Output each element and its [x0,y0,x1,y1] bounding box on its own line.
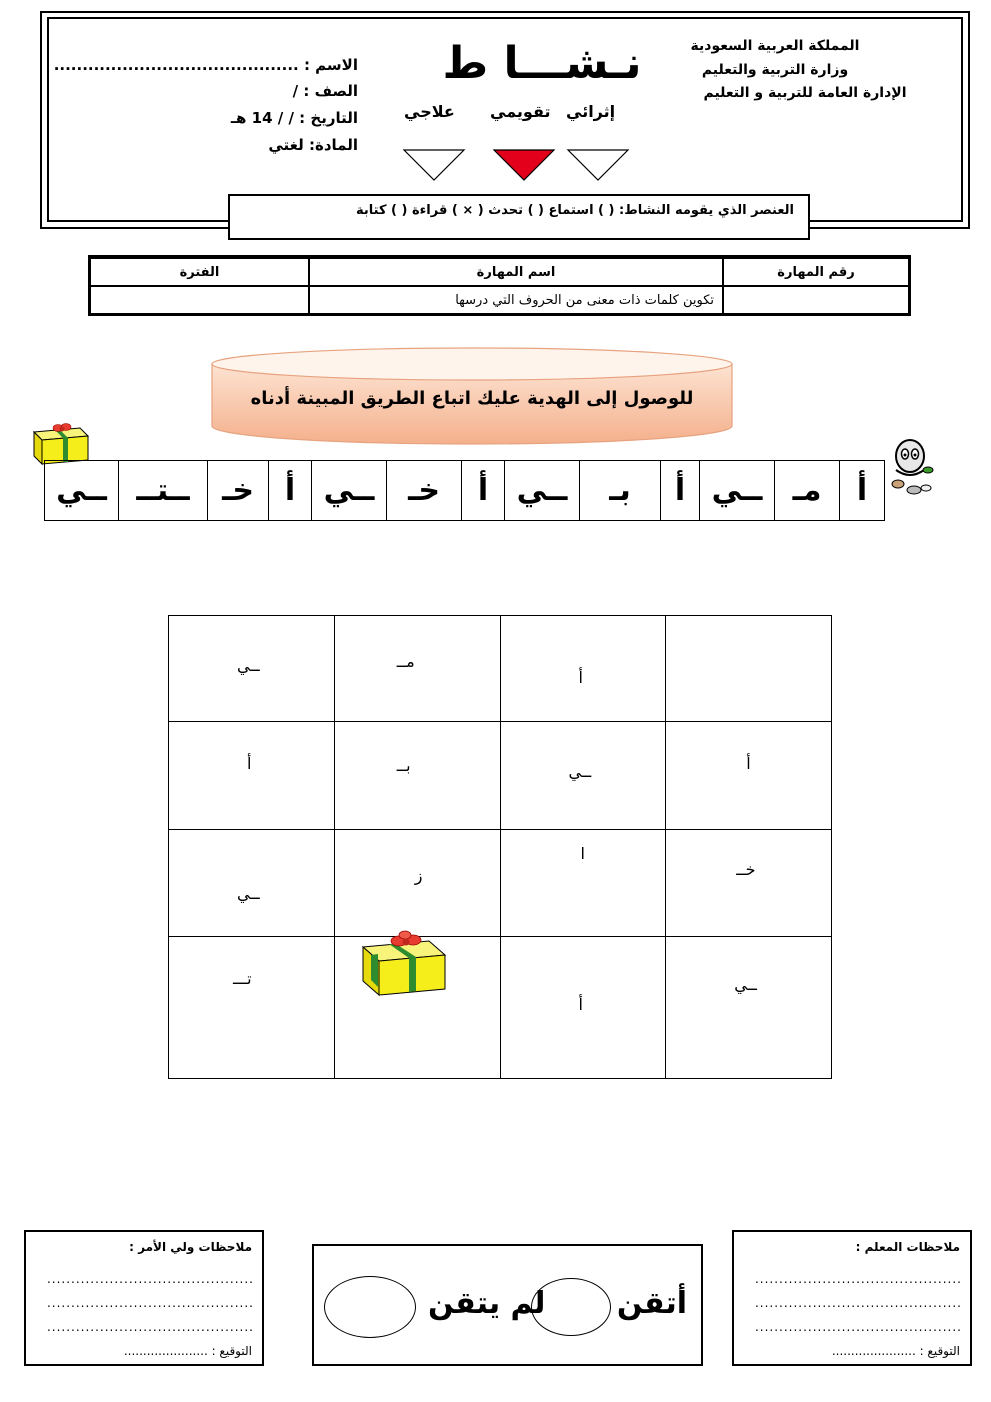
letter-cell: ــي [312,461,387,521]
letter-path-row [44,460,885,521]
grid-cell[interactable] [500,616,666,722]
grid-letter: ــي [237,884,260,903]
grid-letter: أ [578,668,583,687]
skill-table-row [90,286,909,314]
grid-row [169,937,832,1079]
grid-letter: ــي [734,975,757,994]
skill-name-cell: تكوين كلمات ذات معنى من الحروف التي درسها [309,286,723,314]
letter-cell: ــي [45,461,119,521]
grid-letter: أ [247,754,252,773]
skill-number-cell [723,286,909,314]
grid-cell[interactable] [334,722,500,830]
grid-letter: بــ [396,756,411,775]
skill-table-header-row [90,258,909,286]
parent-notes-box[interactable] [24,1230,264,1366]
grid-cell[interactable] [500,830,666,937]
letter-cell: ــي [700,461,775,521]
mastery-evaluation-box [312,1244,703,1366]
letter-cell: خـ [208,461,269,521]
grid-cell[interactable] [169,616,335,722]
skill-number-header: رقم المهارة [723,258,909,286]
parent-notes-title: ملاحظات ولي الأمر : [129,1240,252,1254]
teacher-notes-line[interactable]: ........................................... [754,1296,962,1310]
gift-goal-icon [359,929,455,999]
teacher-notes-box[interactable] [732,1230,972,1366]
grid-letter: ــي [568,762,592,781]
letter-cell: ــتــ [119,461,208,521]
letter-cell: أ [462,461,505,521]
instruction-text: للوصول إلى الهدية عليك اتباع الطريق المبينة أدناه [250,388,694,409]
grid-letter: أ [578,995,583,1014]
period-cell [90,286,309,314]
grid-letter: ز [414,866,423,885]
teacher-notes-line[interactable]: ........................................... [754,1320,962,1334]
grid-cell[interactable] [334,830,500,937]
letter-cell: أ [269,461,312,521]
grid-cell[interactable] [666,830,832,937]
parent-notes-line[interactable]: ........................................... [46,1320,254,1334]
grid-cell[interactable] [334,937,500,1079]
letter-cell: بـ [580,461,661,521]
name-field[interactable]: الاسم : ........................................... [53,56,358,74]
grid-row [169,616,832,722]
skill-name-header: اسم المهارة [309,258,723,286]
date-field[interactable]: التاريخ : / / 14 هـ [230,109,358,127]
parent-notes-line[interactable]: ........................................... [46,1272,254,1286]
not-mastered-label: لم يتقن [428,1286,546,1321]
kingdom-label: المملكة العربية السعودية [690,38,860,54]
teacher-notes-line[interactable]: ........................................... [754,1272,962,1286]
evaluation-triangle-selected[interactable] [494,150,554,180]
skill-table [88,255,911,316]
mastered-label: أتقن [616,1286,687,1321]
enrichment-triangle[interactable] [568,150,628,180]
grid-cell[interactable] [169,722,335,830]
grid-letter: تـــ [233,969,252,988]
type-evaluation-label: تقويمي [490,102,551,121]
not-mastered-oval[interactable] [324,1276,416,1338]
robot-character-icon [886,432,942,504]
class-field[interactable]: الصف : / [292,82,358,100]
teacher-signature[interactable]: التوقيع : ...................... [831,1344,960,1358]
grid-letter: خــ [736,860,756,879]
grid-letter: أ [746,754,751,773]
teacher-notes-title: ملاحظات المعلم : [855,1240,960,1254]
grid-letter: ــي [237,656,260,675]
grid-cell[interactable] [334,616,500,722]
grid-cell[interactable] [666,616,832,722]
assessed-element-box: العنصر الذي يقومه النشاط: ( ) استماع ( ) تحدث ( ⨯ ) قراءة ( ) كتابة [228,194,810,240]
ministry-label: وزارة التربية والتعليم [701,62,849,78]
admin-label: الإدارة العامة للتربية و التعليم [703,85,907,101]
grid-letter: ا [580,844,585,863]
letter-cell: ــي [505,461,580,521]
parent-notes-line[interactable]: ........................................... [46,1296,254,1310]
letter-cell: أ [661,461,700,521]
subject-field: المادة: لغتي [268,136,358,154]
type-remedial-label: علاجي [404,102,455,121]
period-header: الفترة [90,258,309,286]
remedial-triangle[interactable] [404,150,464,180]
type-enrichment-label: إثرائي [566,102,616,121]
grid-row [169,722,832,830]
letter-cell: خـ [387,461,462,521]
grid-cell[interactable] [169,937,335,1079]
page-title: نـشـــا ط [442,38,642,89]
grid-cell[interactable] [666,937,832,1079]
grid-row [169,830,832,937]
parent-signature[interactable]: التوقيع : ...................... [123,1344,252,1358]
letter-maze-grid [168,615,832,1079]
grid-cell[interactable] [666,722,832,830]
grid-letter: مــ [396,652,415,671]
letter-cell: أ [840,461,885,521]
grid-cell[interactable] [500,937,666,1079]
type-selector-triangles [400,146,640,184]
letter-cell: مـ [775,461,840,521]
grid-cell[interactable] [169,830,335,937]
grid-cell[interactable] [500,722,666,830]
